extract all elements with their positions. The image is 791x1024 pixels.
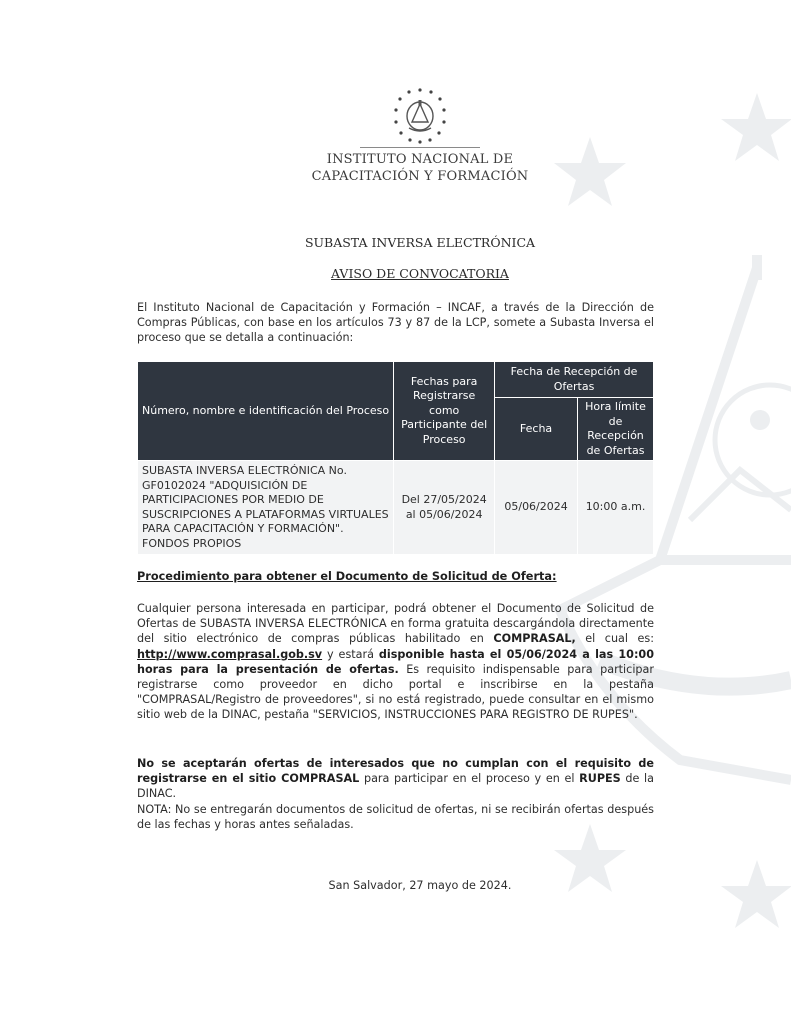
place-date: San Salvador, 27 mayo de 2024. bbox=[328, 879, 512, 892]
procedure-paragraph bbox=[137, 601, 654, 723]
header-time-limit: Hora límite de Recepción de Ofertas bbox=[578, 398, 654, 461]
process-table bbox=[137, 361, 654, 555]
text: el cual es: bbox=[575, 632, 654, 646]
text: para participar en el proceso y en el bbox=[359, 772, 580, 786]
text: Cualquier persona interesada en participar, podrá obtener el Documento de Solicitud de Ofertas de SUBASTA INVERSA ELECTRÓNICA en forma gratuita descargándola directamente del sitio electrónico de compras públicas habilitado en bbox=[137, 602, 654, 646]
nota-paragraph: NOTA: No se entregarán documentos de solicitud de ofertas, ni se recibirán ofertas después de las fechas y horas antes señaladas. bbox=[137, 803, 654, 832]
notice-paragraph bbox=[137, 756, 654, 802]
coat-of-arms-icon bbox=[385, 82, 455, 152]
cell-time-limit: 10:00 a.m. bbox=[578, 461, 654, 555]
logo-divider bbox=[360, 147, 480, 148]
institution-name-line1: INSTITUTO NACIONAL DE bbox=[326, 152, 514, 167]
text: Es requisito indispensable para participar registrarse como proveedor en dicho portal e inscribirse en la pestaña "COMPRASAL/Registro de proveedores", si no está registrado, puede consultar en el mismo sitio web de la DINAC, pestaña "SERVICIOS, INSTRUCCIONES PARA REGISTRO DE RUPES". bbox=[137, 662, 654, 722]
cell-date: 05/06/2024 bbox=[495, 461, 578, 555]
header-date: Fecha bbox=[495, 398, 578, 461]
document-subtitle: AVISO DE CONVOCATORIA bbox=[331, 266, 509, 281]
comprasal-bold: COMPRASAL, bbox=[493, 632, 576, 646]
cell-registration-dates: Del 27/05/2024 al 05/06/2024 bbox=[394, 461, 495, 555]
text: y estará bbox=[322, 647, 379, 661]
document-title: SUBASTA INVERSA ELECTRÓNICA bbox=[304, 235, 536, 250]
comprasal-link[interactable]: http://www.comprasal.gob.sv bbox=[137, 647, 323, 661]
notice-bold: No se aceptarán ofertas de interesados que no cumplan con el requisito de registrarse en el sitio COMPRASAL bbox=[137, 757, 654, 786]
text: de la DINAC. bbox=[137, 772, 655, 801]
header-reception-group: Fecha de Recepción de Ofertas bbox=[495, 362, 654, 398]
rupes-bold: RUPES bbox=[579, 772, 621, 786]
institution-name-line2: CAPACITACIÓN Y FORMACIÓN bbox=[311, 169, 529, 184]
table-row bbox=[138, 461, 654, 555]
procedure-heading: Procedimiento para obtener el Documento de Solicitud de Oferta: bbox=[137, 570, 557, 583]
cell-process: SUBASTA INVERSA ELECTRÓNICA No. GF0102024 "ADQUISICIÓN DE PARTICIPACIONES POR MEDIO DE SUSCRIPCIONES A PLATAFORMAS VIRTUALES PARA CAPACITACIÓN Y FORMACIÓN". FONDOS PROPIOS bbox=[138, 461, 394, 555]
intro-paragraph: El Instituto Nacional de Capacitación y Formación – INCAF, a través de la Dirección de Compras Públicas, con base en los artículos 73 y 87 de la LCP, somete a Subasta Inversa el proceso que se detalla a continuación: bbox=[137, 301, 654, 345]
deadline-bold: disponible hasta el 05/06/2024 a las 10:00 horas para la presentación de ofertas. bbox=[137, 647, 654, 676]
header-process: Número, nombre e identificación del Proceso bbox=[138, 362, 394, 461]
header-registration-dates: Fechas para Registrarse como Participante del Proceso bbox=[394, 362, 495, 461]
